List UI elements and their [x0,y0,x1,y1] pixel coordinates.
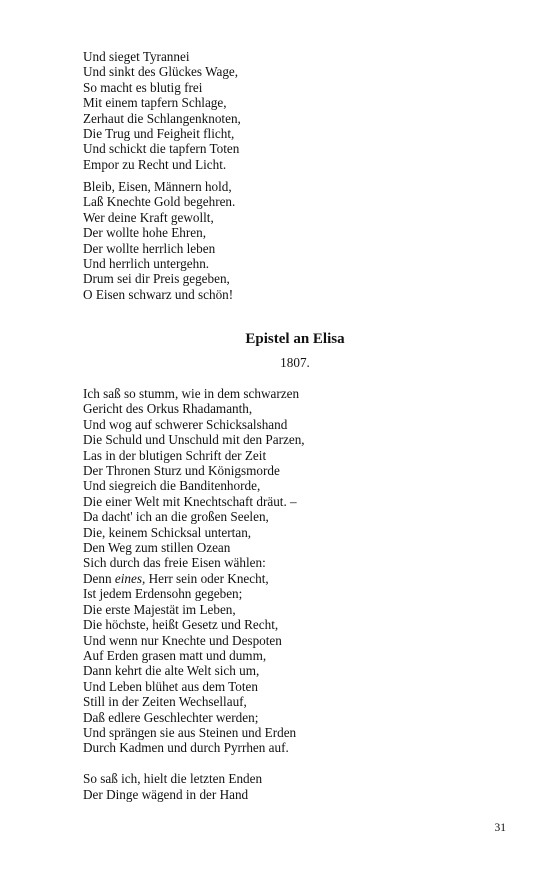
page-number: 31 [494,822,506,834]
verse-line: Die Trug und Feigheit flicht, [83,126,235,142]
verse-line-emphasis [83,571,513,586]
verse-line: Und wenn nur Knechte und Despoten [83,632,282,648]
verse-line: Sich durch das freie Eisen wählen: [83,555,266,571]
verse-line: Zerhaut die Schlangenknoten, [83,110,241,126]
stanza-gap [83,756,513,771]
verse-line: Still in der Zeiten Wechsellauf, [83,694,247,710]
verse-line: Und sprängen sie aus Steinen und Erden [83,724,297,740]
verse-line: Drum sei dir Preis gegeben, [83,271,230,287]
verse-line: Und sinkt des Glückes Wage, [83,64,239,80]
emphasized-word: eines, [114,570,146,586]
verse-line: Las in der blutigen Schrift der Zeit [83,447,267,463]
verse-fragment: Herr sein oder Knecht, [145,570,269,586]
verse-line: Auf Erden grasen matt und dumm, [83,647,267,663]
poem-body [83,386,513,802]
verse-line: So saß ich, hielt die letzten Enden [83,771,263,787]
verse-line: Dann kehrt die alte Welt sich um, [83,663,260,679]
verse-line: Die Schuld und Unschuld mit den Parzen, [83,432,305,448]
verse-line: Die, keinem Schicksal untertan, [83,524,252,540]
verse-line: Durch Kadmen und durch Pyrrhen auf. [83,740,289,756]
verse-line: Laß Knechte Gold begehren. [83,194,236,210]
poem-year: 1807. [280,355,310,370]
verse-line: Die erste Majestät im Leben, [83,601,236,617]
verse-line: O Eisen schwarz und schön! [83,286,234,302]
verse-line: Und wog auf schwerer Schicksalshand [83,416,288,432]
stanza-middle [83,179,513,302]
verse-line: Der wollte hohe Ehren, [83,225,207,241]
verse-line: Die einer Welt mit Knechtschaft dräut. – [83,493,297,509]
verse-line: Ich saß so stumm, wie in dem schwarzen [83,386,300,401]
verse-line: Daß edlere Geschlechter werden; [83,709,259,725]
verse-line: Und herrlich untergehn. [83,256,210,272]
verse-fragment: Denn [83,570,115,586]
stanza-top [83,49,513,172]
verse-line: Den Weg zum stillen Ozean [83,540,231,556]
verse-line: Bleib, Eisen, Männern hold, [83,179,232,194]
verse-line: Der wollte herrlich leben [83,240,216,256]
verse-line: Empor zu Recht und Licht. [83,156,227,172]
verse-line: Die höchste, heißt Gesetz und Recht, [83,617,279,633]
verse-line: Und Leben blühet aus dem Toten [83,678,258,694]
verse-line: Und sieget Tyrannei [83,49,190,64]
verse-line: Da dacht' ich an die großen Seelen, [83,509,269,525]
verse-line: Ist jedem Erdensohn gegeben; [83,586,243,602]
verse-line: So macht es blutig frei [83,79,203,95]
verse-line: Und siegreich die Banditenhorde, [83,478,261,494]
verse-line: Gericht des Orkus Rhadamanth, [83,401,253,417]
poem-title: Epistel an Elisa [245,331,345,347]
verse-line: Wer deine Kraft gewollt, [83,209,214,225]
verse-line: Der Dinge wägend in der Hand [83,786,249,802]
verse-line: Der Thronen Sturz und Königsmorde [83,463,280,479]
verse-line: Mit einem tapfern Schlage, [83,95,227,111]
verse-line: Und schickt die tapfern Toten [83,141,240,157]
